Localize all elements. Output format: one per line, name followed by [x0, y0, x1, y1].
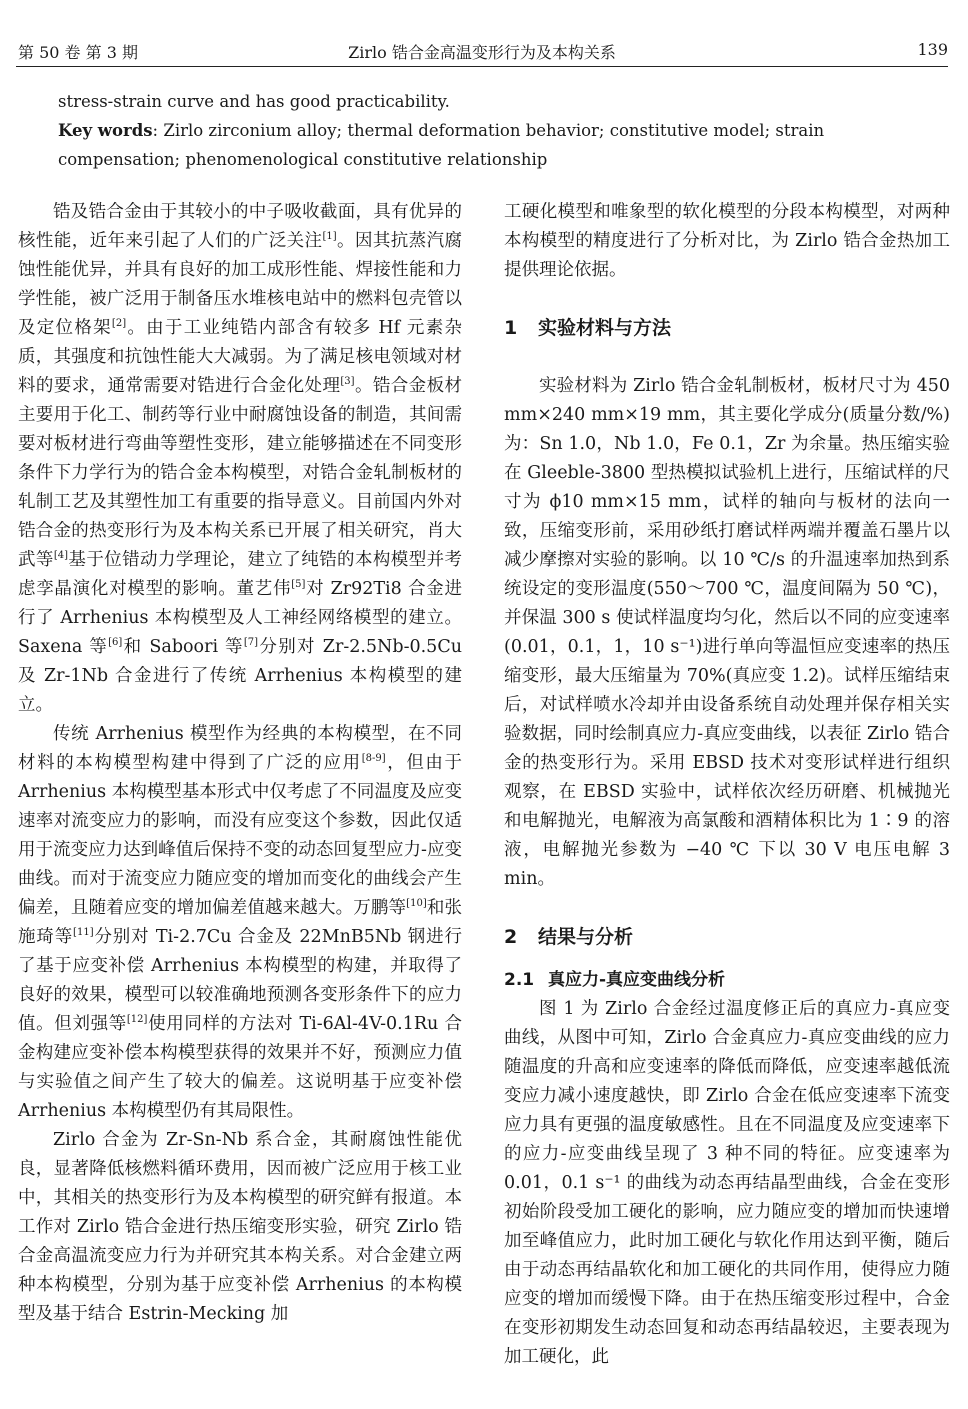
page-number: 139	[917, 40, 948, 59]
subsection-2-1-heading: 2.1 真应力-真应变曲线分析	[504, 970, 726, 990]
abstract-last-sentence: stress-strain curve and has good practicability.	[58, 92, 450, 111]
abstract-tail	[58, 87, 950, 174]
running-title: Zirlo 锆合金高温变形行为及本构关系	[348, 43, 616, 62]
section-2-heading: 2 结果与分析	[504, 926, 634, 948]
left-column	[18, 198, 462, 1329]
intro-paragraph-1: 锆及锆合金由于其较小的中子吸收截面，具有优异的核性能，近年来引起了人们的广泛关注[1]。因其抗蒸汽腐蚀性能优异，并具有良好的加工成形性能、焊接性能和力学性能，被广泛用于制备压水堆核电站中的燃料包壳管以及定位格架[2]。由于工业纯锆内部含有较多 Hf 元素杂质，其强度和抗蚀性能大大减弱。为了满足核电领域对材料的要求，通常需要对锆进行合金化处理[3]。锆合金板材主要用于化工、制药等行业中耐腐蚀设备的制造，其间需要对板材进行弯曲等塑性变形，建立能够描述在不同变形条件下力学行为的锆合金本构模型，对锆合金轧制板材的轧制工艺及其塑性加工有重要的指导意义。目前国内外对锆合金的热变形行为及本构关系已开展了相关研究，肖大武等[4]基于位错动力学理论，建立了纯锆的本构模型并考虑孪晶演化对模型的影响。董艺伟[5]对 Zr92Ti8 合金进行了 Arrhenius 本构模型及人工神经网络模型的建立。Saxena 等[6]和 Saboori 等[7]分别对 Zr-2.5Nb-0.5Cu 及 Zr-1Nb 合金进行了传统 Arrhenius 本构模型的建立。	[18, 202, 463, 715]
keywords-label: Key words	[58, 121, 153, 140]
intro-paragraph-2: 传统 Arrhenius 模型作为经典的本构模型，在不同材料的本构模型构建中得到了广泛的应用[8-9]，但由于 Arrhenius 本构模型基本形式中仅考虑了不同温度及应变速率对流变应力的影响，而没有应变这个参数，因此仅适用于流变应力达到峰值后保持不变的动态回复型应力-应变曲线。而对于流变应力随应变的增加而变化的曲线会产生偏差，且随着应变的增加偏差值越来越大。万鹏等[10]和张施琦等[11]分别对 Ti-2.7Cu 合金及 22MnB5Nb 钢进行了基于应变补偿 Arrhenius 本构模型的构建，并取得了良好的效果，模型可以较准确地预测各变形条件下的应力值。但刘强等[12]使用同样的方法对 Ti-6Al-4V-0.1Ru 合金构建应变补偿本构模型获得的效果并不好，预测应力值与实验值之间产生了较大的偏差。这说明基于应变补偿 Arrhenius 本构模型仍有其局限性。	[18, 724, 463, 1121]
keywords	[58, 116, 950, 174]
running-head	[16, 38, 948, 67]
keywords-text: : Zirlo zirconium alloy; thermal deformation behavior; constitutive model; strain compensation; phenomenological constitutive relationship	[58, 121, 825, 169]
section-1-heading: 1 实验材料与方法	[504, 317, 672, 339]
section-1-paragraph: 实验材料为 Zirlo 锆合金轧制板材，板材尺寸为 450 mm×240 mm×19 mm，其主要化学成分(质量分数/%)为：Sn 1.0，Nb 1.0，Fe 0.1，Zr 为余量。热压缩实验在 Gleeble-3800 型热模拟试验机上进行，压缩试样的尺寸为 ϕ10 mm×15 mm，试样的轴向与板材的法向一致，压缩变形前，采用砂纸打磨试样两端并覆盖石墨片以减少摩擦对实验的影响。以 10 ℃/s 的升温速率加热到系统设定的变形温度(550～700 ℃，温度间隔为 50 ℃)，并保温 300 s 使试样温度均匀化，然后以不同的应变速率(0.01，0.1，1，10 s⁻¹)进行单向等温恒应变速率的热压缩变形，最大压缩量为 70%(真应变 1.2)。试样压缩结束后，对试样喷水冷却并由设备系统自动处理并保存相关实验数据，同时绘制真应力-真应变曲线，以表征 Zirlo 锆合金的热变形行为。采用 EBSD 技术对变形试样进行组织观察，在 EBSD 实验中，试样依次经历研磨、机械抛光和电解抛光，电解液为高氯酸和酒精体积比为 1∶9 的溶液，电解抛光参数为 −40 ℃ 下以 30 V 电压电解 3 min。	[504, 376, 950, 889]
journal-volume-issue: 第 50 卷 第 3 期	[18, 43, 138, 62]
subsection-2-1-paragraph: 图 1 为 Zirlo 合金经过温度修正后的真应力-真应变曲线，从图中可知，Zirlo 合金真应力-真应变曲线的应力随温度的升高和应变速率的降低而降低，应变速率越低流变应力减小速度越快，即 Zirlo 合金在低应变速率下流变应力具有更强的温度敏感性。且在不同温度及应变速率下的应力-应变曲线呈现了 3 种不同的特征。应变速率为 0.01，0.1 s⁻¹ 的曲线为动态再结晶型曲线，合金在变形初始阶段受加工硬化的影响，应力随应变的增加而快速增加至峰值应力，此时加工硬化与软化作用达到平衡，随后由于动态再结晶软化和加工硬化的共同作用，使得应力随应变的增加而缓慢下降。由于在热压缩变形过程中，合金在变形初期发生动态回复和动态再结晶较迟，主要表现为加工硬化，此	[504, 999, 950, 1367]
intro-paragraph-3-continued: 工硬化模型和唯象型的软化模型的分段本构模型，对两种本构模型的精度进行了分析对比，为 Zirlo 锆合金热加工提供理论依据。	[504, 202, 950, 280]
intro-paragraph-3: Zirlo 合金为 Zr-Sn-Nb 系合金，其耐腐蚀性能优良，显著降低核燃料循环费用，因而被广泛应用于核工业中，其相关的热变形行为及本构模型的研究鲜有报道。本工作对 Zirlo 锆合金进行热压缩变形实验，研究 Zirlo 锆合金高温流变应力行为并研究其本构关系。对合金建立两种本构模型，分别为基于应变补偿 Arrhenius 的本构模型及基于结合 Estrin-Mecking 加	[18, 1130, 462, 1324]
right-column	[504, 198, 950, 1372]
